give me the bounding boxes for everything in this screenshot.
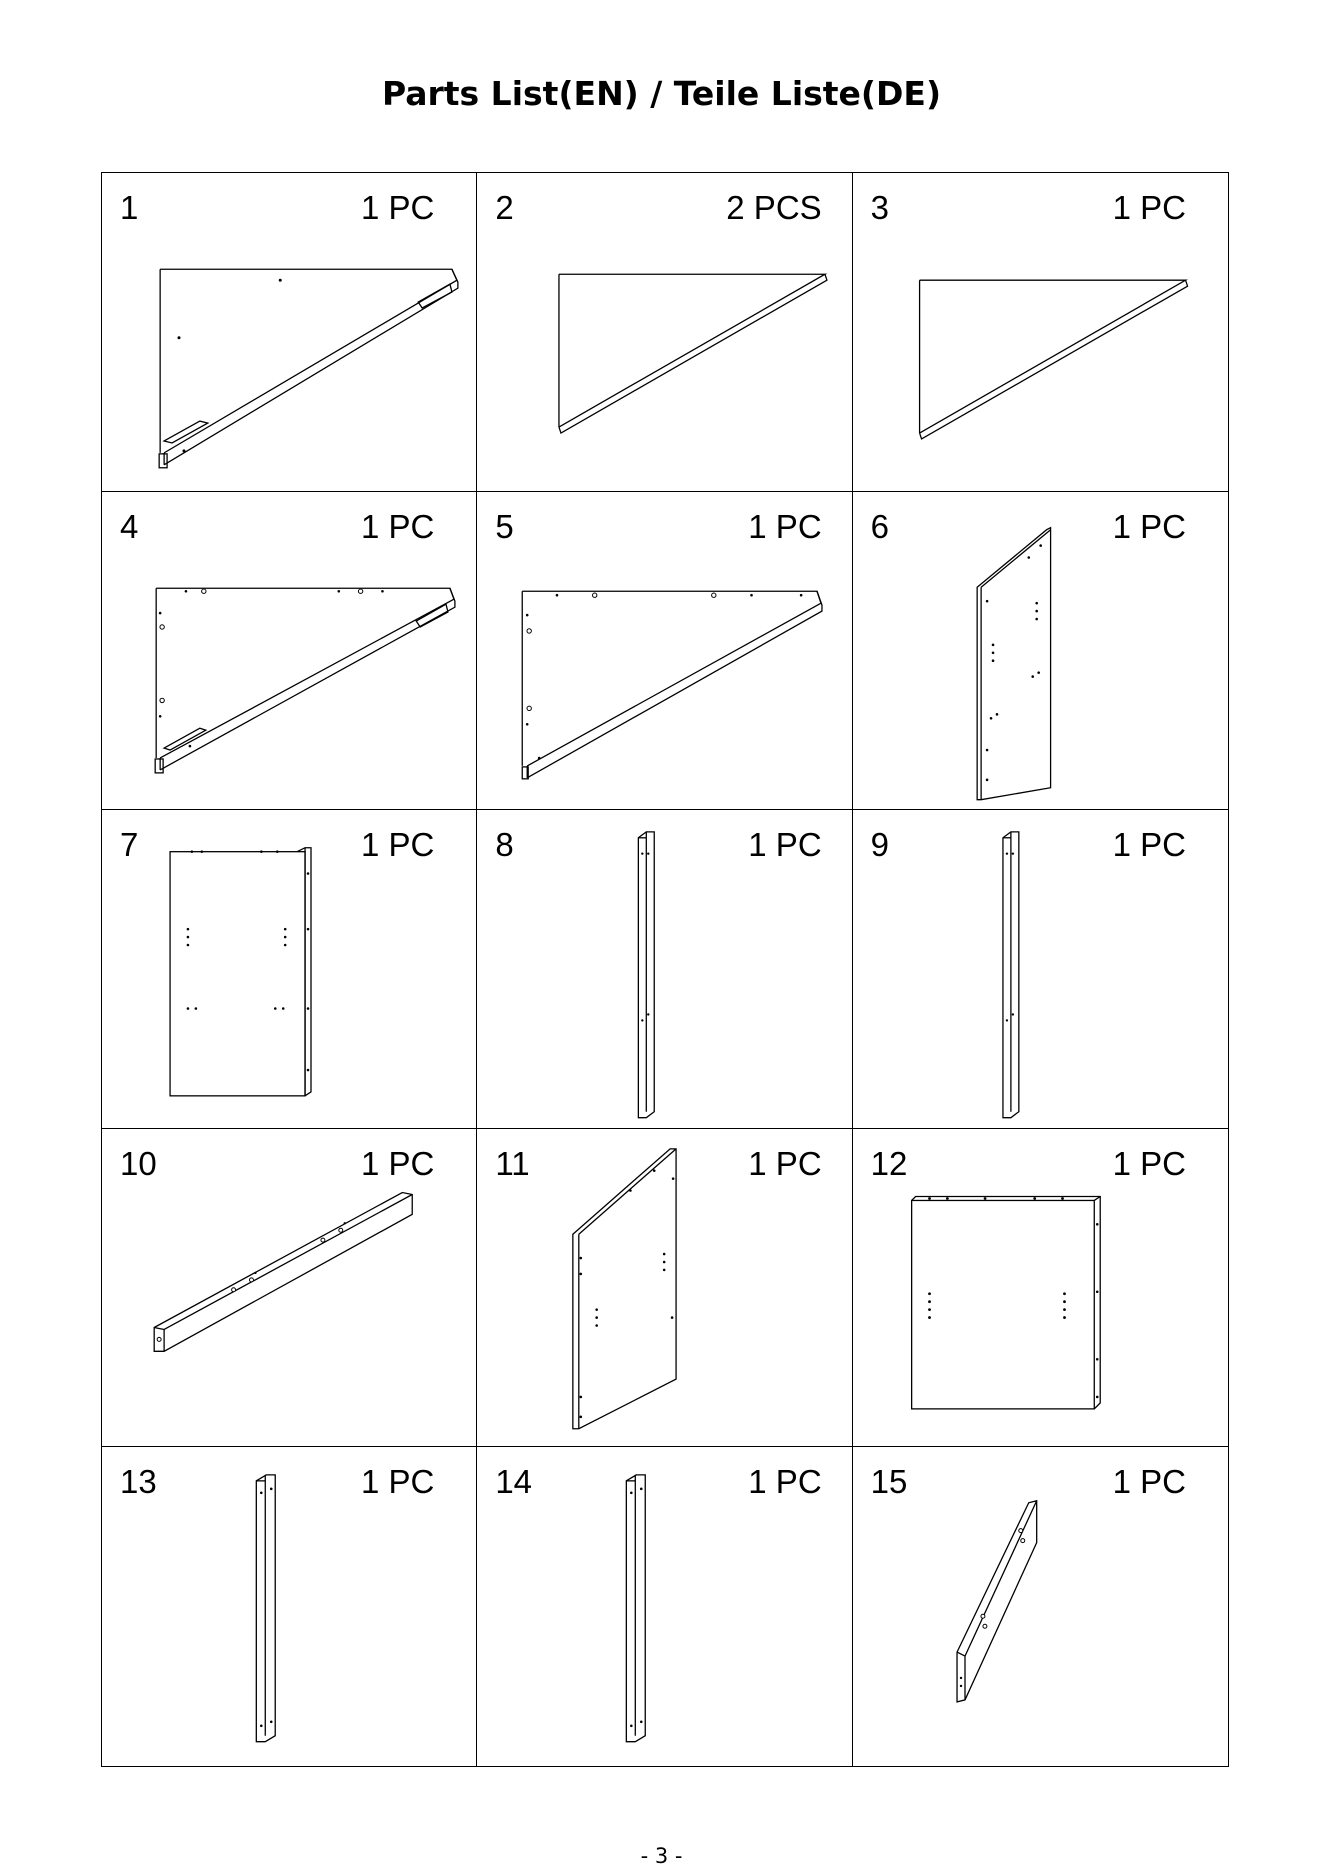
page-number: - 3 - [640,1844,683,1868]
part-cell-11 [477,1129,852,1448]
part-cell-3 [853,173,1228,492]
part-number: 6 [870,507,890,545]
part-quantity: 1 PC [748,1144,822,1182]
part-cell-13 [102,1447,477,1766]
part-cell-9 [853,810,1228,1129]
part-number: 2 [495,189,514,226]
part-quantity: 1 PC [748,826,822,864]
part-number: 10 [120,1144,157,1182]
part-number: 4 [120,507,139,545]
part-quantity: 1 PC [748,507,822,545]
part-cell-2 [477,173,852,492]
part-number: 14 [495,1463,533,1501]
part-cell-6 [853,492,1228,811]
part-cell-4 [102,492,477,811]
part-cell-14 [477,1447,852,1766]
part-cell-5 [477,492,852,811]
part-cell-1 [102,173,477,492]
part-quantity: 1 PC [360,1144,435,1182]
part-number: 7 [120,826,139,864]
part-quantity: 1 PC [1112,826,1186,864]
part-quantity: 2 PCS [726,189,822,226]
part-quantity: 1 PC [748,1463,822,1501]
part-number: 15 [870,1463,908,1501]
part-quantity: 1 PC [1112,507,1186,545]
part-quantity: 1 PC [360,189,435,226]
parts-grid [101,172,1229,1767]
part-cell-8 [477,810,852,1129]
part-quantity: 1 PC [1112,189,1186,226]
part-number: 1 [120,189,139,226]
part-quantity: 1 PC [1112,1463,1186,1501]
page-title: Parts List(EN) / Teile Liste(DE) [381,74,942,113]
part-quantity: 1 PC [360,507,435,545]
part-cell-7 [102,810,477,1129]
part-number: 11 [495,1144,530,1182]
part-cell-10 [102,1129,477,1448]
part-cell-12 [853,1129,1228,1448]
part-number: 5 [495,507,514,545]
part-quantity: 1 PC [360,826,435,864]
part-number: 8 [495,826,514,864]
part-cell-15 [853,1447,1228,1766]
part-number: 9 [870,826,890,864]
part-number: 13 [120,1463,157,1501]
part-number: 12 [870,1144,908,1182]
part-quantity: 1 PC [1112,1144,1186,1182]
part-number: 3 [870,189,890,226]
part-quantity: 1 PC [360,1463,435,1501]
